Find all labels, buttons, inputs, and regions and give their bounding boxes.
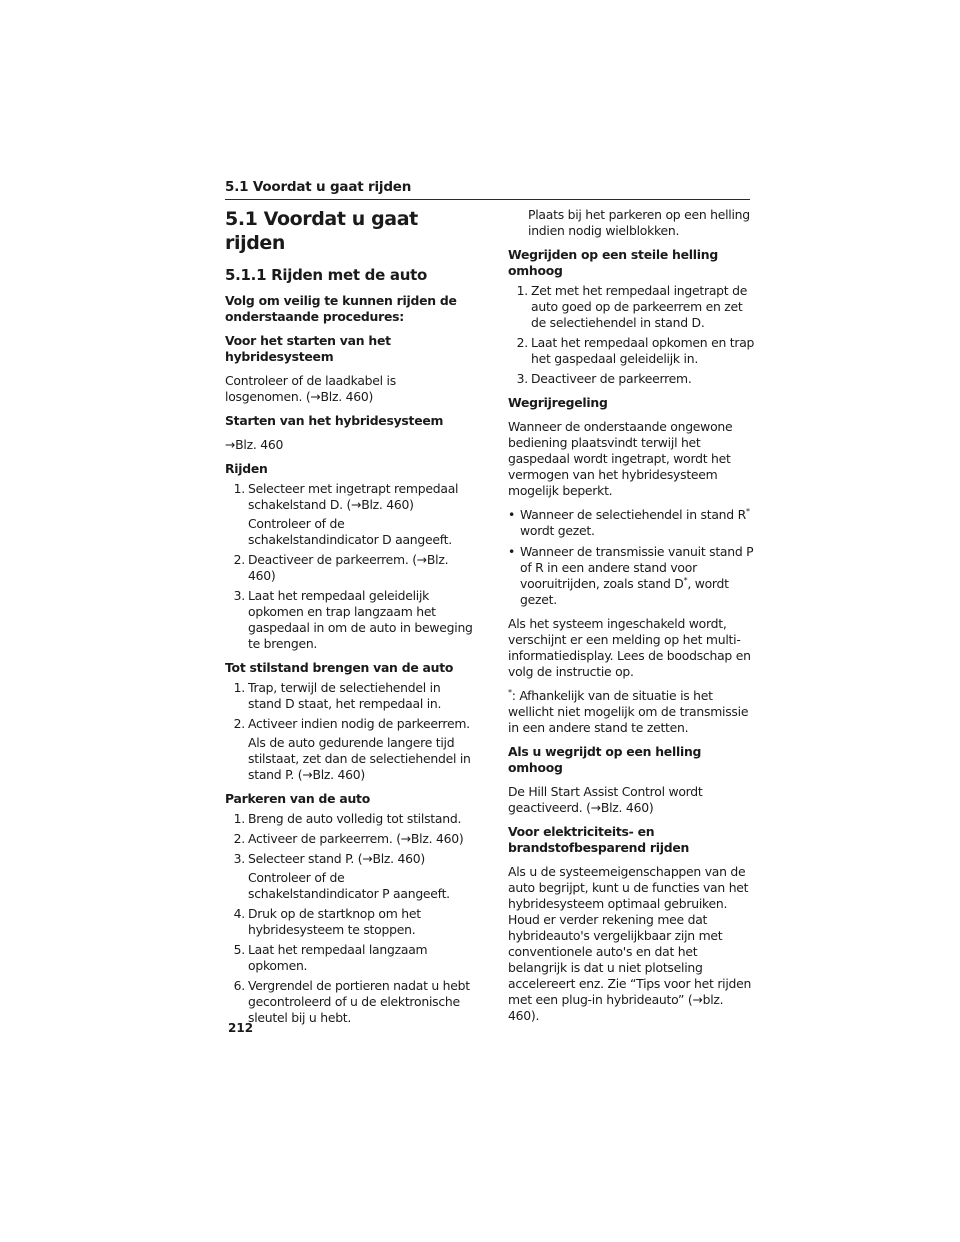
list-item bbox=[225, 588, 475, 652]
step-text: Laat het rempedaal langzaam opkomen. bbox=[248, 942, 428, 973]
step-number: 3. bbox=[516, 371, 528, 386]
step-number: 1. bbox=[233, 680, 245, 695]
heading-parking: Parkeren van de auto bbox=[225, 791, 370, 806]
step-note: Als de auto gedurende langere tijd stilstaat, zet dan de selectiehendel in stand P. (→Blz. 460) bbox=[248, 735, 471, 782]
list-item bbox=[225, 978, 475, 1026]
step-number: 2. bbox=[516, 335, 528, 350]
list-item: • Wanneer de transmissie vanuit stand P of R in een andere stand voor vooruitrijden, zoals stand D*, wordt gezet. bbox=[508, 544, 754, 607]
list-item bbox=[508, 283, 758, 331]
heading-eco-driving: Voor elektriciteits- en brandstofbesparend rijden bbox=[508, 824, 690, 855]
step-number: 5. bbox=[233, 942, 245, 957]
heading-stopping: Tot stilstand brengen van de auto bbox=[225, 660, 454, 675]
step-number: 3. bbox=[233, 588, 245, 603]
list-item bbox=[225, 680, 475, 712]
list-item bbox=[225, 906, 475, 938]
list-item bbox=[225, 481, 475, 548]
list-item bbox=[225, 831, 475, 847]
step-text: Deactiveer de parkeerrem. bbox=[531, 371, 692, 386]
list-item bbox=[225, 716, 475, 783]
step-text: Breng de auto volledig tot stilstand. bbox=[248, 811, 462, 826]
subsection-heading: 5.1.1 Rijden met de auto bbox=[225, 266, 427, 284]
step-text: Activeer de parkeerrem. (→Blz. 460) bbox=[248, 831, 464, 846]
heading-hill-start: Als u wegrijdt op een helling omhoog bbox=[508, 744, 702, 775]
list-item bbox=[508, 371, 758, 387]
text-drive-start-control: Wanneer de onderstaande ongewone bediening plaatsvindt terwijl het gaspedaal wordt ingetrapt, wordt het vermogen van het hybridesysteem mogelijk beperkt. bbox=[508, 419, 733, 498]
header-rule bbox=[225, 199, 750, 200]
text-message-display: Als het systeem ingeschakeld wordt, verschijnt er een melding op het multi-informatiedisplay. Lees de boodschap en volg de instructie op. bbox=[508, 616, 751, 679]
text-start: →Blz. 460 bbox=[225, 437, 284, 452]
left-column bbox=[225, 207, 475, 1034]
continued-text: Plaats bij het parkeren op een helling indien nodig wielblokken. bbox=[528, 207, 750, 238]
list-item bbox=[225, 942, 475, 974]
step-text: Zet met het rempedaal ingetrapt de auto goed op de parkeerrem en zet de selectiehendel in stand D. bbox=[531, 283, 748, 330]
drive-start-bullets bbox=[508, 507, 758, 608]
parking-steps bbox=[225, 811, 475, 1026]
heading-before-start: Voor het starten van het hybridesysteem bbox=[225, 333, 391, 364]
list-item bbox=[225, 811, 475, 827]
step-text: Deactiveer de parkeerrem. (→Blz. 460) bbox=[248, 552, 449, 583]
text-before-start: Controleer of de laadkabel is losgenomen. (→Blz. 460) bbox=[225, 373, 396, 404]
step-text: Druk op de startknop om het hybridesysteem te stoppen. bbox=[248, 906, 421, 937]
step-number: 2. bbox=[233, 716, 245, 731]
step-note: Controleer of de schakelstandindicator D aangeeft. bbox=[248, 516, 452, 547]
step-text: Trap, terwijl de selectiehendel in stand D staat, het rempedaal in. bbox=[248, 680, 442, 711]
intro-text: Volg om veilig te kunnen rijden de onderstaande procedures: bbox=[225, 293, 457, 324]
heading-uphill-start: Wegrijden op een steile helling omhoog bbox=[508, 247, 718, 278]
heading-drive-start-control: Wegrijregeling bbox=[508, 395, 608, 410]
right-column bbox=[508, 207, 758, 1032]
step-number: 6. bbox=[233, 978, 245, 993]
header-title: 5.1 Voordat u gaat rijden bbox=[225, 179, 412, 195]
uphill-steps bbox=[508, 283, 758, 387]
stopping-steps bbox=[225, 680, 475, 783]
heading-driving: Rijden bbox=[225, 461, 268, 476]
step-number: 1. bbox=[516, 283, 528, 298]
step-number: 4. bbox=[233, 906, 245, 921]
step-note: Controleer of de schakelstandindicator P aangeeft. bbox=[248, 870, 450, 901]
list-item bbox=[225, 851, 475, 902]
step-text: Laat het rempedaal opkomen en trap het gaspedaal geleidelijk in. bbox=[531, 335, 755, 366]
step-text: Selecteer met ingetrapt rempedaal schakelstand D. (→Blz. 460) bbox=[248, 481, 459, 512]
list-item bbox=[508, 335, 758, 367]
text-eco-driving: Als u de systeemeigenschappen van de auto begrijpt, kunt u de functies van het hybridesysteem optimaal gebruiken. Houd er verder rekening mee dat hybrideauto's vergelijkbaar zijn met conventionele auto's en dat het belangrijk is dat u niet plotseling accelereert enz. Zie “Tips voor het rijden met een plug-in hybrideauto” (→blz. 460). bbox=[508, 864, 752, 1023]
step-number: 1. bbox=[233, 811, 245, 826]
step-number: 3. bbox=[233, 851, 245, 866]
page-number: 212 bbox=[228, 1021, 254, 1035]
heading-start: Starten van het hybridesysteem bbox=[225, 413, 444, 428]
step-text: Selecteer stand P. (→Blz. 460) bbox=[248, 851, 426, 866]
step-number: 2. bbox=[233, 552, 245, 567]
list-item: • Wanneer de selectiehendel in stand R* wordt gezet. bbox=[508, 506, 750, 538]
text-hill-start: De Hill Start Assist Control wordt geactiveerd. (→Blz. 460) bbox=[508, 784, 703, 815]
driving-steps bbox=[225, 481, 475, 652]
footnote: *: Afhankelijk van de situatie is het wellicht niet mogelijk om de transmissie in een andere stand te zetten. bbox=[508, 687, 749, 735]
step-number: 2. bbox=[233, 831, 245, 846]
step-text: Laat het rempedaal geleidelijk opkomen en trap langzaam het gaspedaal in om de auto in beweging te brengen. bbox=[248, 588, 473, 651]
list-item bbox=[225, 552, 475, 584]
step-text: Activeer indien nodig de parkeerrem. bbox=[248, 716, 470, 731]
step-text: Vergrendel de portieren nadat u hebt gecontroleerd of u de elektronische sleutel bij u hebt. bbox=[248, 978, 470, 1025]
step-number: 1. bbox=[233, 481, 245, 496]
section-heading: 5.1 Voordat u gaat rijden bbox=[225, 208, 418, 254]
